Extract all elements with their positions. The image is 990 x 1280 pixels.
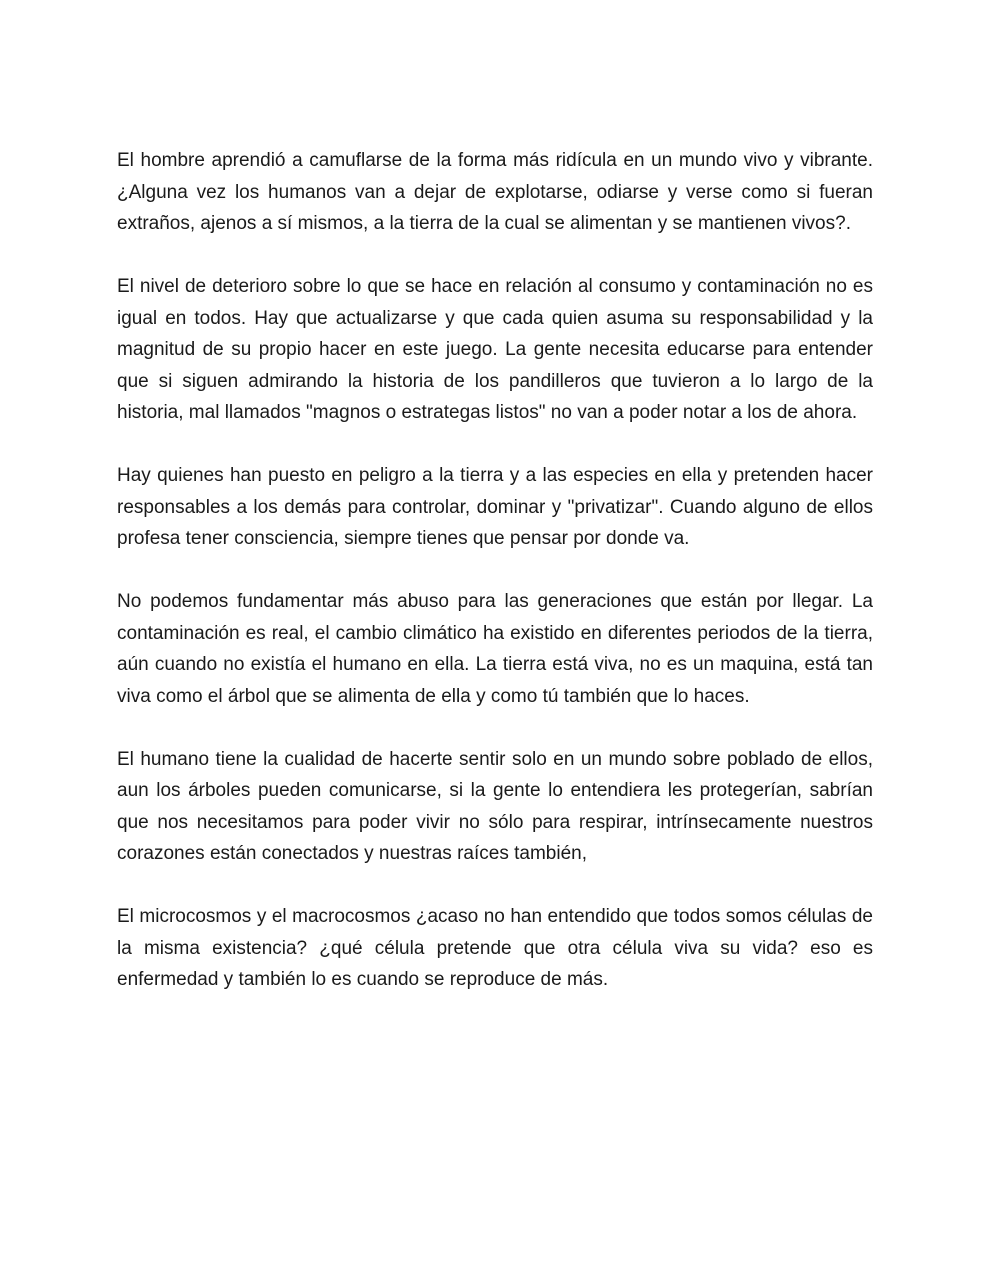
paragraph-5: El humano tiene la cualidad de hacerte sentir solo en un mundo sobre poblado de ellos, aun los árboles pueden comunicarse, si la gente lo entendiera les protegerían, sabrían que nos necesitamos para poder vivir no sólo para respirar, intrínsecamente nuestros corazones están conectados y nuestras raíces también,	[117, 748, 873, 864]
paragraph-6: El microcosmos y el macrocosmos ¿acaso no han entendido que todos somos células de la misma existencia? ¿qué célula pretende que otra célula viva su vida? eso es enfermedad y también lo es cuando se reproduce de más.	[117, 906, 873, 990]
paragraph-3: Hay quienes han puesto en peligro a la tierra y a las especies en ella y pretenden hacer responsables a los demás para controlar, dominar y "privatizar". Cuando alguno de ellos profesa tener consciencia, siempre tienes que pensar por donde va.	[117, 465, 873, 549]
paragraph-1: El hombre aprendió a camuflarse de la forma más ridícula en un mundo vivo y vibrante. ¿Alguna vez los humanos van a dejar de explotarse, odiarse y verse como si fueran extraños, ajenos a sí mismos, a la tierra de la cual se alimentan y se mantienen vivos?.	[117, 150, 873, 234]
document-body	[117, 145, 873, 996]
paragraph-4: No podemos fundamentar más abuso para las generaciones que están por llegar. La contaminación es real, el cambio climático ha existido en diferentes periodos de la tierra, aún cuando no existía el humano en ella. La tierra está viva, no es un maquina, está tan viva como el árbol que se alimenta de ella y como tú también que lo haces.	[117, 591, 873, 707]
paragraph-2: El nivel de deterioro sobre lo que se hace en relación al consumo y contaminación no es igual en todos. Hay que actualizarse y que cada quien asuma su responsabilidad y la magnitud de su propio hacer en este juego. La gente necesita educarse para entender que si siguen admirando la historia de los pandilleros que tuvieron a lo largo de la historia, mal llamados "magnos o estrategas listos" no van a poder notar a los de ahora.	[117, 276, 873, 423]
